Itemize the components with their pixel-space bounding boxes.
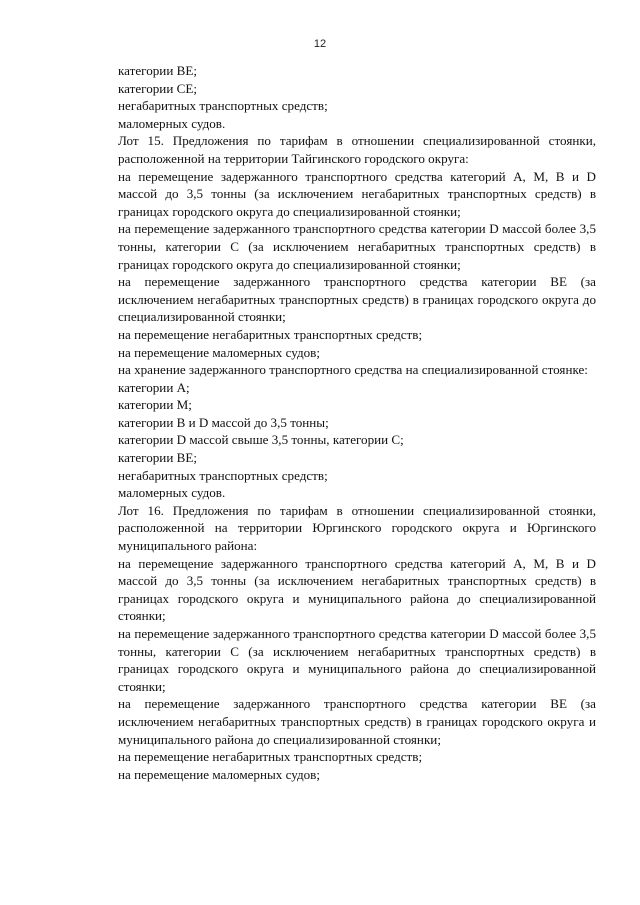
document-paragraph: на перемещение маломерных судов; — [118, 344, 320, 360]
document-paragraph: категории B и D массой до 3,5 тонны; — [118, 414, 329, 430]
document-body — [118, 62, 596, 783]
document-paragraph: Лот 15. Предложения по тарифам в отношении специализированной стоянки, расположенной на территории Тайгинского городского округа: — [118, 133, 596, 166]
document-paragraph: на перемещение задержанного транспортного средства категории D массой более 3,5 тонны, категории C (за исключением негабаритных транспортных средств) в границах городского округа и муниципального района до специализированной стоянки; — [118, 626, 596, 694]
document-paragraph: на перемещение задержанного транспортного средства категорий A, M, B и D массой до 3,5 тонны (за исключением негабаритных транспортных средств) в границах городского округа до специализированной стоянки; — [118, 168, 596, 219]
document-paragraph: на хранение задержанного транспортного средства на специализированной стоянке: — [118, 362, 588, 378]
document-paragraph: негабаритных транспортных средств; — [118, 467, 328, 483]
document-paragraph: негабаритных транспортных средств; — [118, 98, 328, 114]
document-paragraph: категории M; — [118, 397, 192, 413]
document-paragraph: на перемещение негабаритных транспортных средств; — [118, 326, 423, 342]
document-paragraph: Лот 16. Предложения по тарифам в отношении специализированной стоянки, расположенной на территории Юргинского городского округа и Юргинского муниципального района: — [118, 502, 596, 554]
document-paragraph: категории D массой свыше 3,5 тонны, категории C; — [118, 432, 404, 448]
document-paragraph: категории BE; — [118, 63, 197, 78]
document-paragraph: на перемещение негабаритных транспортных средств; — [118, 749, 423, 765]
document-paragraph: маломерных судов. — [118, 485, 226, 501]
document-paragraph: категории BE; — [118, 450, 197, 466]
document-paragraph: на перемещение задержанного транспортного средства категории D массой более 3,5 тонны, категории C (за исключением негабаритных транспортных средств) в границах городского округа до специализированной стоянки; — [118, 221, 596, 272]
document-paragraph: на перемещение задержанного транспортного средства категории BE (за исключением негабаритных транспортных средств) в границах городского округа до специализированной стоянки; — [118, 274, 596, 325]
document-paragraph: на перемещение маломерных судов; — [118, 766, 320, 782]
document-paragraph: категории A; — [118, 379, 190, 395]
document-paragraph: категории CE; — [118, 80, 197, 96]
document-paragraph: маломерных судов. — [118, 115, 226, 131]
document-paragraph: на перемещение задержанного транспортного средства категории BE (за исключением негабаритных транспортных средств) в границах городского округа и муниципального района до специализированной стоянки; — [118, 696, 596, 747]
document-paragraph: на перемещение задержанного транспортного средства категорий A, M, B и D массой до 3,5 тонны (за исключением негабаритных транспортных средств) в границах городского округа и муниципального района до специализированной стоянки; — [118, 555, 596, 624]
page-number: 12 — [313, 38, 327, 50]
